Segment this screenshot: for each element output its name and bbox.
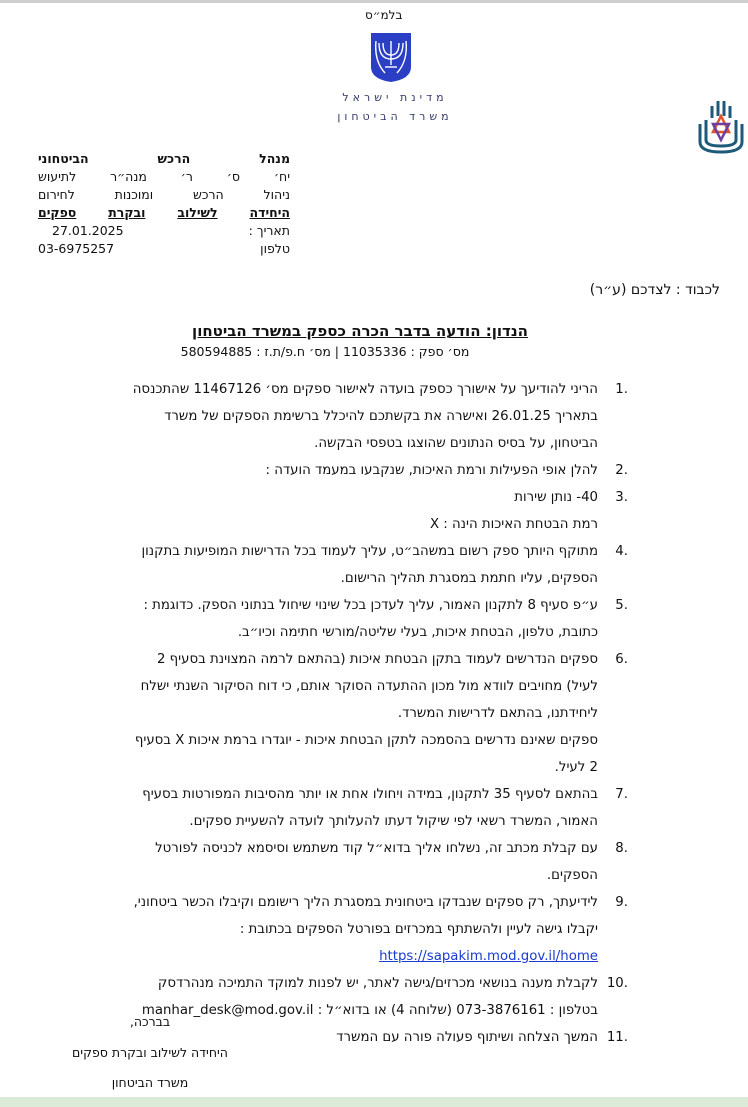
header-word: ומוכנות — [114, 187, 154, 202]
list-item — [128, 835, 628, 889]
item-number: .6 — [615, 652, 628, 667]
item-number: .7 — [615, 787, 628, 802]
item-text: להלן אופי הפעילות ורמת האיכות, שנקבעו במעמד הועדה : — [265, 463, 598, 478]
bottom-border — [0, 1097, 748, 1107]
header-word: לשילוב — [177, 205, 218, 220]
supplier-ids: מס׳ ספק : 11035336 | מס׳ ח.פ/ת.ז : 580594885 — [180, 344, 470, 359]
signature-closing: בברכה, — [129, 1014, 171, 1029]
item-text: מתוקף היותך ספק רשום במשהב״ט, עליך לעמוד בכל הדרישות המופיעות בתקנון הספקים, עליו חתמת במסגרת תהליך הרישום. — [141, 544, 598, 586]
list-item — [128, 376, 628, 457]
header-word: לחירום — [38, 187, 75, 202]
date-value: 27.01.2025 — [52, 223, 124, 238]
header-word: ר׳ — [180, 169, 193, 184]
header-word: לתיעוש — [38, 169, 77, 184]
supplier-portal-link[interactable]: https://sapakim.mod.gov.il/home — [379, 949, 598, 964]
ministry-name: משרד הביטחון — [337, 110, 453, 123]
recipient-line: לכבוד : לצדכם (ע״ר) — [589, 282, 720, 298]
letter-body — [128, 376, 628, 1051]
list-item — [128, 484, 628, 511]
header-word: הרכש — [157, 151, 191, 166]
header-row — [38, 150, 290, 168]
list-item — [128, 889, 628, 943]
phone-label: טלפון — [260, 241, 290, 256]
item-text: ספקים הנדרשים לעמוד בתקן הבטחת איכות (בהתאם לרמה המצוינת בסעיף 2 לעיל) מחויבים לוודא מול מכון ההתעדה הסוקר אותם, כי דוח הסיקור השנתי ישלח ליחידתנו, בהתאם לדרישות המשרד. — [140, 652, 598, 721]
item-number: .1 — [615, 382, 628, 397]
date-row — [38, 222, 290, 240]
list-item — [128, 538, 628, 592]
header-row — [38, 204, 290, 222]
subject-heading: הנדון: הודעה בדבר הכרה כספק במשרד הביטחון — [192, 322, 528, 340]
item-number: .8 — [615, 841, 628, 856]
ministry-logo-icon — [696, 98, 746, 156]
item-text: המשך הצלחה ושיתוף פעולה פורה עם המשרד — [336, 1030, 598, 1045]
header-word: היחידה — [249, 205, 290, 220]
phone-row — [38, 240, 290, 258]
item-number: .9 — [615, 895, 628, 910]
header-word: מנהל — [259, 151, 290, 166]
header-word: ס׳ — [226, 169, 241, 184]
item-text: בהתאם לסעיף 35 לתקנון, במידה ויחולו אחת או יותר מהסיבות המפורטות בסעיף האמור, המשרד רשאי לפי שיקול דעתו להעלותך לועדה להשעיית ספקים. — [142, 787, 598, 829]
state-name: מדינת ישראל — [342, 91, 448, 104]
list-item — [128, 592, 628, 646]
signature-unit: היחידה לשילוב ובקרת ספקים — [72, 1045, 228, 1060]
item-number: .4 — [615, 544, 628, 559]
item-text: לקבלת מענה בנושאי מכרזים/גישה לאתר, יש לפנות למוקד התמיכה מנהרדסק בטלפון : 073-3876161 (שלוחה 4) או בדוא״ל : manhar_desk@mod.gov.il — [141, 976, 598, 1018]
header-word: הביטחוני — [38, 151, 89, 166]
item-text: עם קבלת מכתב זה, נשלחו אליך בדוא״ל קוד משתמש וסיסמא לכניסה לפורטל הספקים. — [155, 841, 598, 883]
list-item — [128, 646, 628, 727]
header-word: יח׳ — [273, 169, 290, 184]
item-text: הריני להודיעך על אישורך כספק בועדה לאישור ספקים מס׳ 11467126 שהתכנסה בתאריך 26.01.25 ואישרה את בקשתכם להיכלל ברשימת הספקים של משרד הביטחון, על בסיס הנתונים שהוצגו בטפסי הבקשה. — [132, 382, 598, 451]
item-text: 40- נותן שירות — [514, 490, 598, 505]
item-subtext: רמת הבטחת האיכות הינה : X — [429, 517, 598, 532]
portal-link-line — [128, 943, 628, 970]
signature-ministry: משרד הביטחון — [111, 1075, 189, 1090]
item-number: .2 — [615, 463, 628, 478]
phone-value: 03-6975257 — [38, 241, 115, 256]
item-number: .11 — [606, 1030, 628, 1045]
header-word: הרכש — [193, 187, 224, 202]
header-word: מנה״ר — [110, 169, 147, 184]
list-item — [128, 457, 628, 484]
item-number: .3 — [615, 490, 628, 505]
header-row — [38, 186, 290, 204]
item-subtext: ספקים שאינם נדרשים בהסמכה לתקן הבטחת איכות - יוגדרו ברמת איכות X בסעיף 2 לעיל. — [134, 733, 598, 775]
item-text: לידיעתך, רק ספקים שנבדקו ביטחונית במסגרת הליך רישומם וקיבלו הכשר ביטחוני, יקבלו גישה לעיין ולהשתתף במכרזים בפורטל הספקים בכתובת : — [133, 895, 598, 937]
classification-label: בלמ״ס — [365, 8, 403, 22]
sender-header-block — [38, 150, 290, 258]
item-number: .10 — [606, 976, 628, 991]
list-item — [128, 781, 628, 835]
item-text: ע״פ סעיף 8 לתקנון האמור, עליך לעדכן בכל שינוי שיחול בנתוני הספק. כדוגמת : כתובת, טלפון, הבטחת איכות, בעלי שליטה/מורשי חתימה וכיו״ב. — [143, 598, 598, 640]
header-word: ובקרת — [108, 205, 146, 220]
top-border — [0, 0, 748, 3]
state-emblem-icon — [369, 31, 413, 83]
header-row — [38, 168, 290, 186]
header-word: ניהול — [263, 187, 290, 202]
header-word: ספקים — [38, 205, 77, 220]
date-label: תאריך : — [248, 223, 290, 238]
item-number: .5 — [615, 598, 628, 613]
